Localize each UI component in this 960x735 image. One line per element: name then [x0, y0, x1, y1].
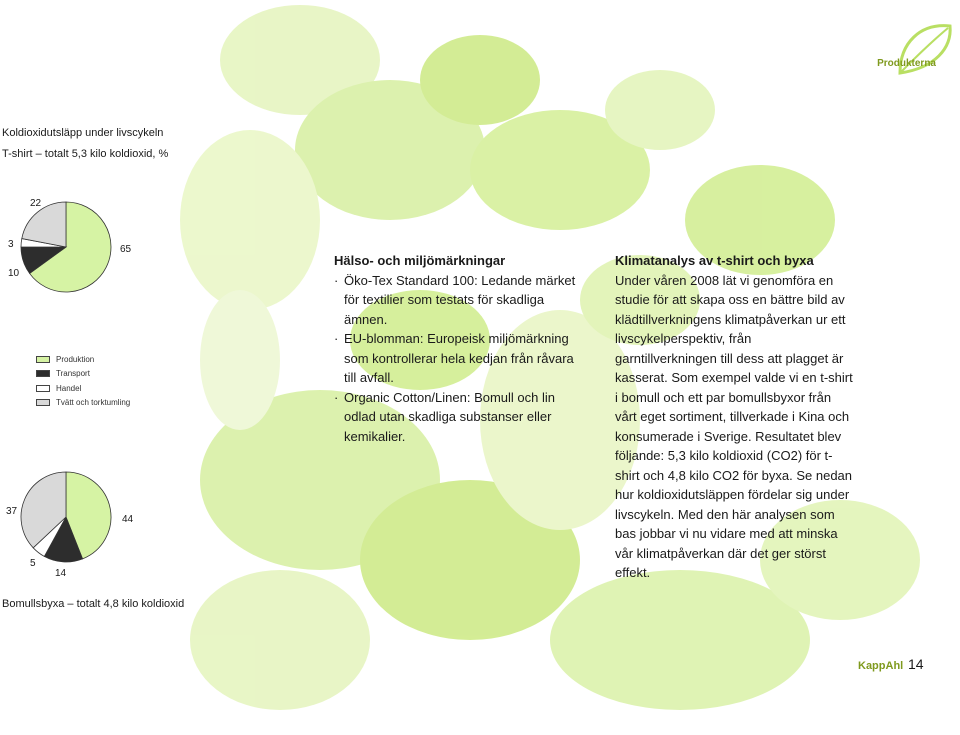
labels-column [334, 251, 584, 446]
list-item-text: Öko-Tex Standard 100: Ledande märket för textilier som testats för skadliga ämnen. [344, 272, 576, 327]
legend-swatch [36, 370, 50, 377]
chart-legend [36, 352, 130, 410]
legend-item [36, 352, 130, 367]
legend-label: Transport [56, 369, 90, 379]
slice-value-label: 65 [120, 244, 132, 255]
slice-value-label: 3 [8, 239, 14, 250]
section-label: Produkterna [877, 58, 936, 69]
slice-value-label: 14 [55, 568, 67, 579]
chart2-caption: Bomullsbyxa – totalt 4,8 kilo koldioxid [2, 598, 185, 610]
legend-item [36, 367, 130, 382]
climate-body: Under våren 2008 lät vi genomföra en studie för att skapa oss en bättre bild av klädtillverkningens klimatpåverkan ur ett livscykelperspektiv, från garntillverkningen till dess att plagget är kasserat. Som exempel valde vi en t-shirt i bomull och ett par bomullsbyxor från vårt eget sortiment, tillverkade i Kina och konsumerade i Sverige. Resultatet blev följande: 5,3 kilo koldioxid (CO2) för t-shirt och 4,8 kilo CO2 för byxa. Se nedan hur koldioxidutsläppen fördelar sig under livscykeln. Med den här analysen som bas jobbar vi nu vidare med att minska vår klimatpåverkan där det ger störst effekt. [615, 272, 853, 580]
page-number: 14 [908, 656, 924, 672]
legend-item [36, 381, 130, 396]
chart-subtitle: T-shirt – totalt 5,3 kilo koldioxid, % [2, 148, 169, 160]
slice-value-label: 37 [6, 506, 18, 517]
legend-item [36, 396, 130, 411]
chart-title: Koldioxidutsläpp under livscykeln [2, 127, 164, 139]
climate-heading: Klimatanalys av t-shirt och byxa [615, 253, 814, 268]
bullet-mark: · [334, 272, 339, 288]
slice-value-label: 10 [8, 268, 20, 279]
legend-label: Handel [56, 383, 82, 393]
labels-heading: Hälso- och miljömärkningar [334, 253, 506, 268]
leaf-logo-icon [890, 18, 960, 78]
bullet-mark: · [334, 331, 339, 346]
list-item [334, 329, 584, 388]
list-item-text: Organic Cotton/Linen: Bomull och lin odlad utan skadliga substanser eller kemikalier. [344, 389, 556, 444]
climate-column [615, 251, 855, 583]
list-item [334, 271, 584, 330]
legend-swatch [36, 385, 50, 392]
leaf-shape [550, 570, 810, 710]
leaf-shape [190, 570, 370, 710]
slice-value-label: 22 [30, 198, 42, 209]
slice-value-label: 5 [30, 558, 36, 569]
brand-logo: KappAhl [858, 660, 904, 672]
legend-label: Produktion [56, 354, 95, 364]
list-item-text: EU-blomman: Europeisk miljömärkning som kontrollerar hela kedjan från råvara till avfall. [344, 331, 574, 385]
legend-label: Tvätt och torktumling [56, 398, 131, 408]
legend-swatch [36, 356, 50, 363]
list-item [334, 388, 584, 447]
legend-swatch [36, 399, 50, 406]
leaf-shape [420, 35, 540, 125]
bullet-mark: · [334, 389, 339, 405]
leaf-shape [605, 70, 715, 150]
slice-value-label: 44 [122, 514, 134, 525]
